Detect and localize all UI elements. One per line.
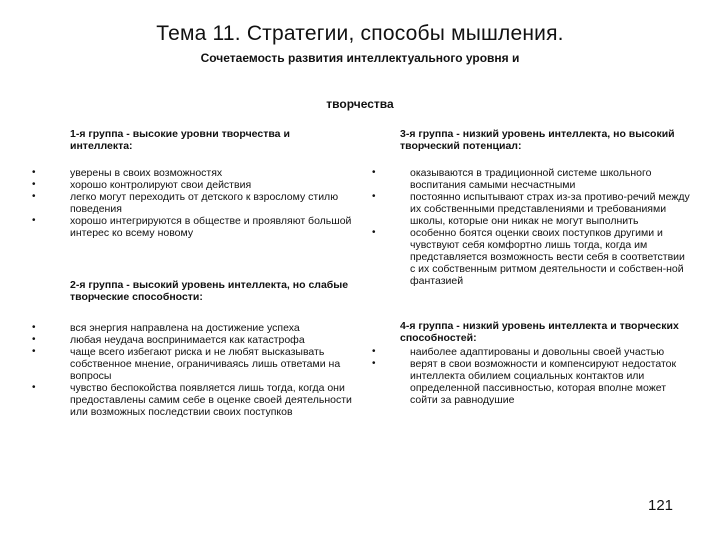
list-item: • хорошо контролируют свои действия	[32, 179, 352, 191]
group-4-heading: 4-я группа - низкий уровень интеллекта и творческих способностей:	[400, 320, 679, 344]
list-item: • хорошо интегрируются в обществе и проявляют большой интерес ко всему новому	[32, 215, 352, 239]
group-1-list	[32, 167, 352, 239]
list-item: • верят в свои возможности и компенсируют недостаток интеллекта обилием социальных контактов или определенной пассивностью, которая вполне может сойти за равнодушие	[372, 358, 692, 406]
group-2-heading: 2-я группа - высокий уровень интеллекта, но слабые творческие способности:	[70, 279, 349, 303]
list-item: • оказываются в традиционной системе школьного воспитания самыми несчастными	[372, 167, 692, 191]
list-item: • уверены в своих возможностях	[32, 167, 352, 179]
group-2-list	[32, 322, 352, 418]
page-number: 121	[648, 497, 674, 514]
page-title: Тема 11. Стратегии, способы мышления.	[156, 22, 564, 45]
list-item: • легко могут переходить от детского к взрослому стилю поведения	[32, 191, 352, 215]
list-item: • особенно боятся оценки своих поступков другими и чувствуют себя комфортно лишь тогда, когда им представляется возможность вести себя в соответствии с их собственным ритмом деятельности и собствен-ной фантазией	[372, 227, 692, 287]
subtitle-continuation: творчества	[326, 97, 394, 111]
group-4-list	[372, 346, 692, 406]
group-1-heading: 1-я группа - высокие уровни творчества и интеллекта:	[70, 128, 290, 152]
list-item: • чаще всего избегают риска и не любят высказывать собственное мнение, ограничиваясь лишь ответами на вопросы	[32, 346, 352, 382]
list-item: • постоянно испытывают страх из-за противо-речий между их собственными представлениями и требованиями школы, которые они никак не могут выполнить	[372, 191, 692, 227]
list-item: • чувство беспокойства появляется лишь тогда, когда они предоставлены самим себе в оценке своей деятельности или возможных последствии своих поступков	[32, 382, 352, 418]
subtitle: Сочетаемость развития интеллектуального уровня и	[200, 51, 520, 65]
list-item: • вся энергия направлена на достижение успеха	[32, 322, 352, 334]
list-item: • наиболее адаптированы и довольны своей участью	[372, 346, 692, 358]
list-item: • любая неудача воспринимается как катастрофа	[32, 334, 352, 346]
group-3-heading: 3-я группа - низкий уровень интеллекта, но высокий творческий потенциал:	[400, 128, 675, 152]
group-3-list	[372, 167, 692, 287]
